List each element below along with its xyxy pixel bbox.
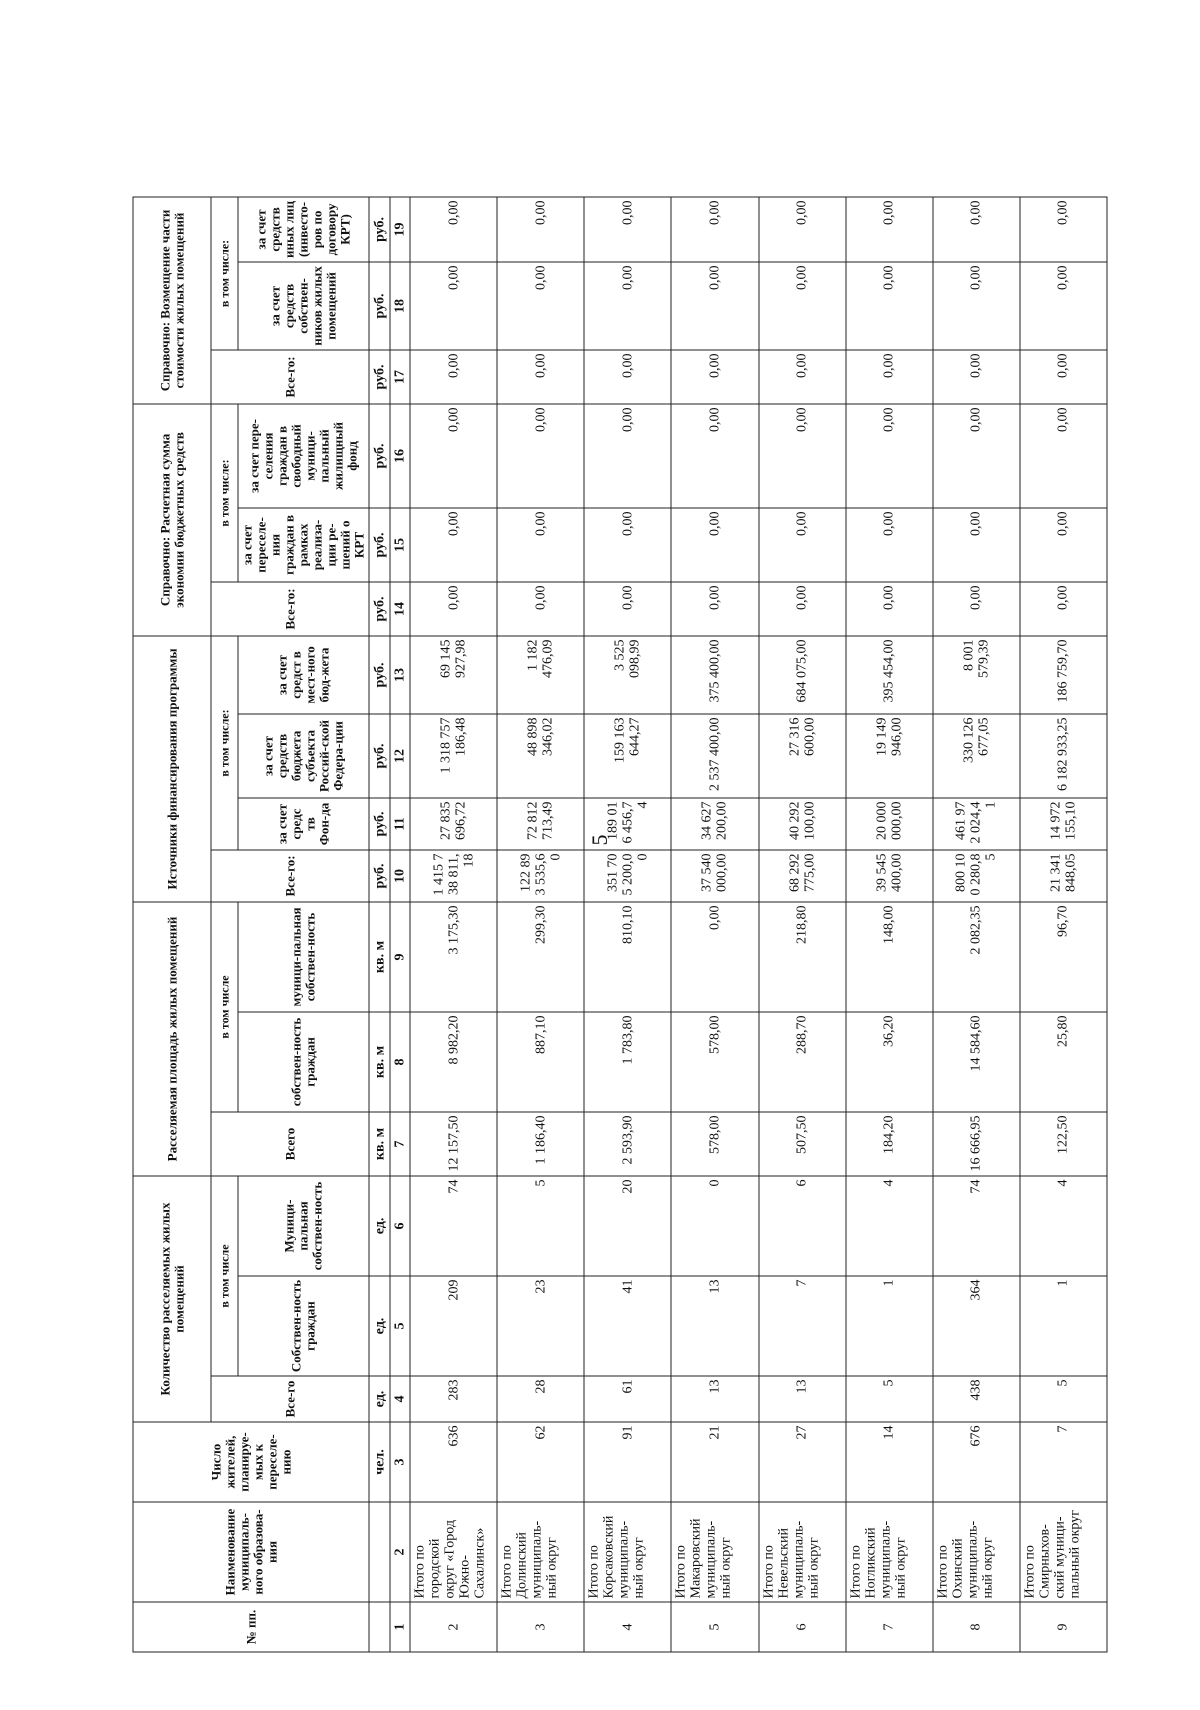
cell-name: Итого по Смирныхов-ский муници-пальный округ (1020, 1502, 1107, 1602)
cell-n: 7 (846, 1602, 933, 1652)
cell-fin-total: 39 545 400,00 (846, 850, 933, 902)
cell-econ-free: 0,00 (1020, 404, 1107, 508)
cell-ref-inv: 0,00 (933, 197, 1020, 262)
unit-cell: руб. (369, 350, 390, 404)
cell-econ-total: 0,00 (933, 582, 1020, 636)
cell-fin-total: 68 292 775,00 (759, 850, 846, 902)
cell-area-own: 25,80 (1020, 1012, 1107, 1112)
cell-ref-own: 0,00 (410, 262, 497, 350)
cell-area-total: 184,20 (846, 1112, 933, 1176)
header-group-area: Расселяемая площадь жилых помещений (133, 902, 211, 1176)
cell-fin-subj: 27 316 600,00 (759, 714, 846, 798)
header-area-incl: в том числе (211, 902, 238, 1112)
cell-name: Итого по Макаровский муниципаль-ный округ (671, 1502, 758, 1602)
cell-fin-subj: 2 537 400,00 (671, 714, 758, 798)
header-count-total: Все-го (211, 1376, 369, 1422)
column-number-cell: 13 (390, 636, 410, 714)
cell-econ-krt: 0,00 (759, 508, 846, 582)
header-name: Наименование муниципаль-ного образова-ния (133, 1502, 369, 1602)
cell-ref-total: 0,00 (1020, 350, 1107, 404)
cell-residents: 21 (671, 1422, 758, 1502)
column-number-cell: 14 (390, 582, 410, 636)
column-number-cell: 18 (390, 262, 410, 350)
cell-total: 283 (410, 1376, 497, 1422)
cell-n: 2 (410, 1602, 497, 1652)
cell-area-own: 14 584,60 (933, 1012, 1020, 1112)
cell-total: 5 (1020, 1376, 1107, 1422)
cell-fin-subj: 6 182 933,25 (1020, 714, 1107, 798)
cell-fin-subj: 330 126 677,05 (933, 714, 1020, 798)
cell-econ-total: 0,00 (497, 582, 584, 636)
resettlement-table (133, 196, 1108, 1652)
cell-econ-krt: 0,00 (933, 508, 1020, 582)
cell-own: 23 (497, 1276, 584, 1376)
header-count-incl: в том числе (211, 1176, 238, 1376)
cell-ref-own: 0,00 (933, 262, 1020, 350)
cell-fin-local: 8 001 579,39 (933, 636, 1020, 714)
cell-area-mun: 2 082,35 (933, 902, 1020, 1012)
cell-ref-own: 0,00 (584, 262, 671, 350)
unit-cell: руб. (369, 798, 390, 850)
cell-fin-subj: 1 318 757 186,48 (410, 714, 497, 798)
cell-fin-fund: 40 292 100,00 (759, 798, 846, 850)
header-refund-total: Все-го: (211, 350, 369, 404)
column-number-cell: 16 (390, 404, 410, 508)
cell-fin-total: 351 705 200,00 (584, 850, 671, 902)
cell-econ-free: 0,00 (410, 404, 497, 508)
cell-fin-fund: 461 972 024,41 (933, 798, 1020, 850)
cell-total: 13 (759, 1376, 846, 1422)
cell-econ-krt: 0,00 (1020, 508, 1107, 582)
header-econ-free: за счет пере-селения граждан в свободный муници-пальный жилищный фонд (238, 404, 369, 508)
header-refund-owners: за счет средств собствен-ников жилых помещений (238, 262, 369, 350)
cell-fin-total: 122 893 535,60 (497, 850, 584, 902)
header-fin-incl: в том числе: (211, 636, 238, 850)
unit-cell: кв. м (369, 902, 390, 1012)
column-number-cell: 3 (390, 1422, 410, 1502)
cell-econ-krt: 0,00 (584, 508, 671, 582)
cell-own: 13 (671, 1276, 758, 1376)
cell-econ-free: 0,00 (497, 404, 584, 508)
column-number-cell: 6 (390, 1176, 410, 1276)
cell-fin-fund: 189 016 456,74 (584, 798, 671, 850)
unit-cell: ед. (369, 1176, 390, 1276)
cell-fin-subj: 19 149 946,00 (846, 714, 933, 798)
cell-area-total: 122,50 (1020, 1112, 1107, 1176)
cell-fin-local: 684 075,00 (759, 636, 846, 714)
cell-area-mun: 218,80 (759, 902, 846, 1012)
unit-cell (369, 1502, 390, 1602)
cell-ref-own: 0,00 (1020, 262, 1107, 350)
cell-ref-total: 0,00 (671, 350, 758, 404)
cell-econ-free: 0,00 (933, 404, 1020, 508)
unit-cell: руб. (369, 582, 390, 636)
column-number-cell: 11 (390, 798, 410, 850)
cell-area-own: 288,70 (759, 1012, 846, 1112)
cell-ref-own: 0,00 (846, 262, 933, 350)
header-fin-fund: за счет средс тв Фон-да (238, 798, 369, 850)
cell-mun: 0 (671, 1176, 758, 1276)
cell-econ-total: 0,00 (759, 582, 846, 636)
header-num: № пп. (133, 1602, 369, 1652)
table-row (1020, 197, 1107, 1652)
header-area-owners: собствен-ность граждан (238, 1012, 369, 1112)
header-group-financing: Источники финансирования программы (133, 636, 211, 902)
cell-own: 364 (933, 1276, 1020, 1376)
cell-mun: 6 (759, 1176, 846, 1276)
cell-area-own: 578,00 (671, 1012, 758, 1112)
cell-econ-total: 0,00 (410, 582, 497, 636)
cell-ref-inv: 0,00 (671, 197, 758, 262)
cell-name: Итого по Корсаковский муниципаль-ный округ (584, 1502, 671, 1602)
cell-ref-inv: 0,00 (759, 197, 846, 262)
cell-own: 1 (846, 1276, 933, 1376)
cell-residents: 636 (410, 1422, 497, 1502)
header-fin-subject: за счет средств бюджета субъекта Россий-ской Федера-ции (238, 714, 369, 798)
cell-fin-fund: 27 835 696,72 (410, 798, 497, 850)
cell-econ-total: 0,00 (584, 582, 671, 636)
cell-mun: 4 (1020, 1176, 1107, 1276)
cell-own: 1 (1020, 1276, 1107, 1376)
cell-own: 7 (759, 1276, 846, 1376)
cell-area-mun: 148,00 (846, 902, 933, 1012)
cell-fin-fund: 14 972 155,10 (1020, 798, 1107, 850)
cell-ref-total: 0,00 (759, 350, 846, 404)
cell-econ-free: 0,00 (671, 404, 758, 508)
cell-n: 5 (671, 1602, 758, 1652)
header-area-municipal: муници-пальная собствен-ность (238, 902, 369, 1012)
cell-fin-subj: 159 163 644,27 (584, 714, 671, 798)
cell-residents: 27 (759, 1422, 846, 1502)
header-econ-krt: за счет переселе-ния граждан в рамках реализа-ции ре-шений о КРТ (238, 508, 369, 582)
cell-ref-own: 0,00 (759, 262, 846, 350)
unit-cell: ед. (369, 1276, 390, 1376)
unit-cell: руб. (369, 404, 390, 508)
cell-econ-free: 0,00 (584, 404, 671, 508)
table-row (584, 197, 671, 1652)
cell-econ-krt: 0,00 (497, 508, 584, 582)
cell-econ-free: 0,00 (759, 404, 846, 508)
column-number-cell: 15 (390, 508, 410, 582)
cell-mun: 4 (846, 1176, 933, 1276)
cell-fin-total: 37 540 000,00 (671, 850, 758, 902)
page-number: 5 (587, 834, 612, 846)
cell-total: 28 (497, 1376, 584, 1422)
cell-ref-total: 0,00 (846, 350, 933, 404)
cell-area-total: 12 157,50 (410, 1112, 497, 1176)
cell-name: Итого по Долинский муниципаль-ный округ (497, 1502, 584, 1602)
header-refund-investors: за счет средств иных лиц (инвесто-ров по договору КРТ) (238, 197, 369, 262)
cell-residents: 14 (846, 1422, 933, 1502)
cell-area-mun: 299,30 (497, 902, 584, 1012)
cell-own: 209 (410, 1276, 497, 1376)
cell-ref-own: 0,00 (497, 262, 584, 350)
cell-econ-krt: 0,00 (671, 508, 758, 582)
table-row (759, 197, 846, 1652)
cell-residents: 7 (1020, 1422, 1107, 1502)
cell-area-own: 887,10 (497, 1012, 584, 1112)
cell-n: 8 (933, 1602, 1020, 1652)
cell-fin-local: 69 145 927,98 (410, 636, 497, 714)
cell-area-total: 2 593,90 (584, 1112, 671, 1176)
cell-mun: 74 (933, 1176, 1020, 1276)
cell-fin-local: 375 400,00 (671, 636, 758, 714)
header-refund-incl: в том числе: (211, 197, 238, 350)
unit-cell: руб. (369, 850, 390, 902)
cell-own: 41 (584, 1276, 671, 1376)
units-row (369, 197, 390, 1652)
cell-name: Итого по Ногликский муниципаль-ный округ (846, 1502, 933, 1602)
cell-total: 61 (584, 1376, 671, 1422)
cell-econ-total: 0,00 (1020, 582, 1107, 636)
cell-total: 13 (671, 1376, 758, 1422)
unit-cell: руб. (369, 262, 390, 350)
cell-ref-own: 0,00 (671, 262, 758, 350)
column-number-cell: 17 (390, 350, 410, 404)
cell-econ-krt: 0,00 (846, 508, 933, 582)
cell-ref-inv: 0,00 (1020, 197, 1107, 262)
cell-fin-local: 395 454,00 (846, 636, 933, 714)
cell-mun: 20 (584, 1176, 671, 1276)
cell-econ-total: 0,00 (671, 582, 758, 636)
unit-cell: руб. (369, 508, 390, 582)
cell-ref-inv: 0,00 (846, 197, 933, 262)
column-number-cell: 19 (390, 197, 410, 262)
header-group-refund: Справочно: Возмещение части стоимости жилых помещений (133, 197, 211, 404)
cell-ref-inv: 0,00 (410, 197, 497, 262)
header-econ-incl: в том числе: (211, 404, 238, 582)
table-body (410, 197, 1107, 1652)
column-number-cell: 9 (390, 902, 410, 1012)
cell-area-mun: 0,00 (671, 902, 758, 1012)
table-row (933, 197, 1020, 1652)
column-numbers-row (390, 197, 410, 1652)
header-fin-local: за счет средст в мест-ного бюд-жета (238, 636, 369, 714)
cell-n: 4 (584, 1602, 671, 1652)
cell-fin-fund: 72 812 713,49 (497, 798, 584, 850)
column-number-cell: 1 (390, 1602, 410, 1652)
cell-fin-total: 800 100 280,85 (933, 850, 1020, 902)
cell-fin-fund: 20 000 000,00 (846, 798, 933, 850)
table-row (497, 197, 584, 1652)
cell-residents: 91 (584, 1422, 671, 1502)
cell-fin-total: 21 341 848,05 (1020, 850, 1107, 902)
cell-ref-inv: 0,00 (497, 197, 584, 262)
cell-total: 5 (846, 1376, 933, 1422)
cell-name: Итого по Охинский муниципаль-ный округ (933, 1502, 1020, 1602)
cell-ref-inv: 0,00 (584, 197, 671, 262)
cell-total: 438 (933, 1376, 1020, 1422)
unit-cell: кв. м (369, 1112, 390, 1176)
column-number-cell: 2 (390, 1502, 410, 1602)
table-header (133, 197, 410, 1652)
unit-cell: ед. (369, 1376, 390, 1422)
cell-n: 9 (1020, 1602, 1107, 1652)
cell-ref-total: 0,00 (584, 350, 671, 404)
unit-cell: руб. (369, 636, 390, 714)
cell-econ-total: 0,00 (846, 582, 933, 636)
cell-area-mun: 810,10 (584, 902, 671, 1012)
table-row (671, 197, 758, 1652)
cell-area-own: 8 982,20 (410, 1012, 497, 1112)
header-count-municipal: Муници-пальная собствен-ность (238, 1176, 369, 1276)
cell-residents: 676 (933, 1422, 1020, 1502)
cell-name: Итого по Невельский муниципаль-ный округ (759, 1502, 846, 1602)
cell-mun: 74 (410, 1176, 497, 1276)
cell-area-total: 16 666,95 (933, 1112, 1020, 1176)
cell-fin-fund: 34 627 200,00 (671, 798, 758, 850)
cell-name: Итого по городской округ «Город Южно-Сахалинск» (410, 1502, 497, 1602)
cell-area-own: 36,20 (846, 1012, 933, 1112)
cell-fin-local: 186 759,70 (1020, 636, 1107, 714)
column-number-cell: 5 (390, 1276, 410, 1376)
column-number-cell: 7 (390, 1112, 410, 1176)
header-count-owners: Собствен-ность граждан (238, 1276, 369, 1376)
cell-fin-total: 1 415 738 811,18 (410, 850, 497, 902)
cell-fin-local: 3 525 098,99 (584, 636, 671, 714)
cell-fin-local: 1 182 476,09 (497, 636, 584, 714)
rotated-table-container (133, 198, 1108, 1653)
header-residents: Число жителей, планируе-мых к переселе-нию (133, 1422, 369, 1502)
header-econ-total: Все-го: (211, 582, 369, 636)
table-row (410, 197, 497, 1652)
unit-cell: чел. (369, 1422, 390, 1502)
column-number-cell: 8 (390, 1012, 410, 1112)
cell-area-total: 1 186,40 (497, 1112, 584, 1176)
cell-area-own: 1 783,80 (584, 1012, 671, 1112)
cell-area-mun: 96,70 (1020, 902, 1107, 1012)
cell-area-total: 507,50 (759, 1112, 846, 1176)
unit-cell: руб. (369, 714, 390, 798)
cell-mun: 5 (497, 1176, 584, 1276)
cell-n: 3 (497, 1602, 584, 1652)
header-group-economy: Справочно: Расчетная сумма экономии бюджетных средств (133, 404, 211, 636)
cell-ref-total: 0,00 (497, 350, 584, 404)
table-row (846, 197, 933, 1652)
cell-area-mun: 3 175,30 (410, 902, 497, 1012)
cell-ref-total: 0,00 (933, 350, 1020, 404)
column-number-cell: 12 (390, 714, 410, 798)
unit-cell: кв. м (369, 1012, 390, 1112)
column-number-cell: 10 (390, 850, 410, 902)
cell-fin-subj: 48 898 346,02 (497, 714, 584, 798)
column-number-cell: 4 (390, 1376, 410, 1422)
cell-residents: 62 (497, 1422, 584, 1502)
unit-cell (369, 1602, 390, 1652)
cell-n: 6 (759, 1602, 846, 1652)
header-group-count: Количество расселяемых жилых помещений (133, 1176, 211, 1422)
cell-econ-krt: 0,00 (410, 508, 497, 582)
header-fin-total: Все-го: (211, 850, 369, 902)
cell-econ-free: 0,00 (846, 404, 933, 508)
header-area-total: Всего (211, 1112, 369, 1176)
cell-area-total: 578,00 (671, 1112, 758, 1176)
cell-ref-total: 0,00 (410, 350, 497, 404)
unit-cell: руб. (369, 197, 390, 262)
